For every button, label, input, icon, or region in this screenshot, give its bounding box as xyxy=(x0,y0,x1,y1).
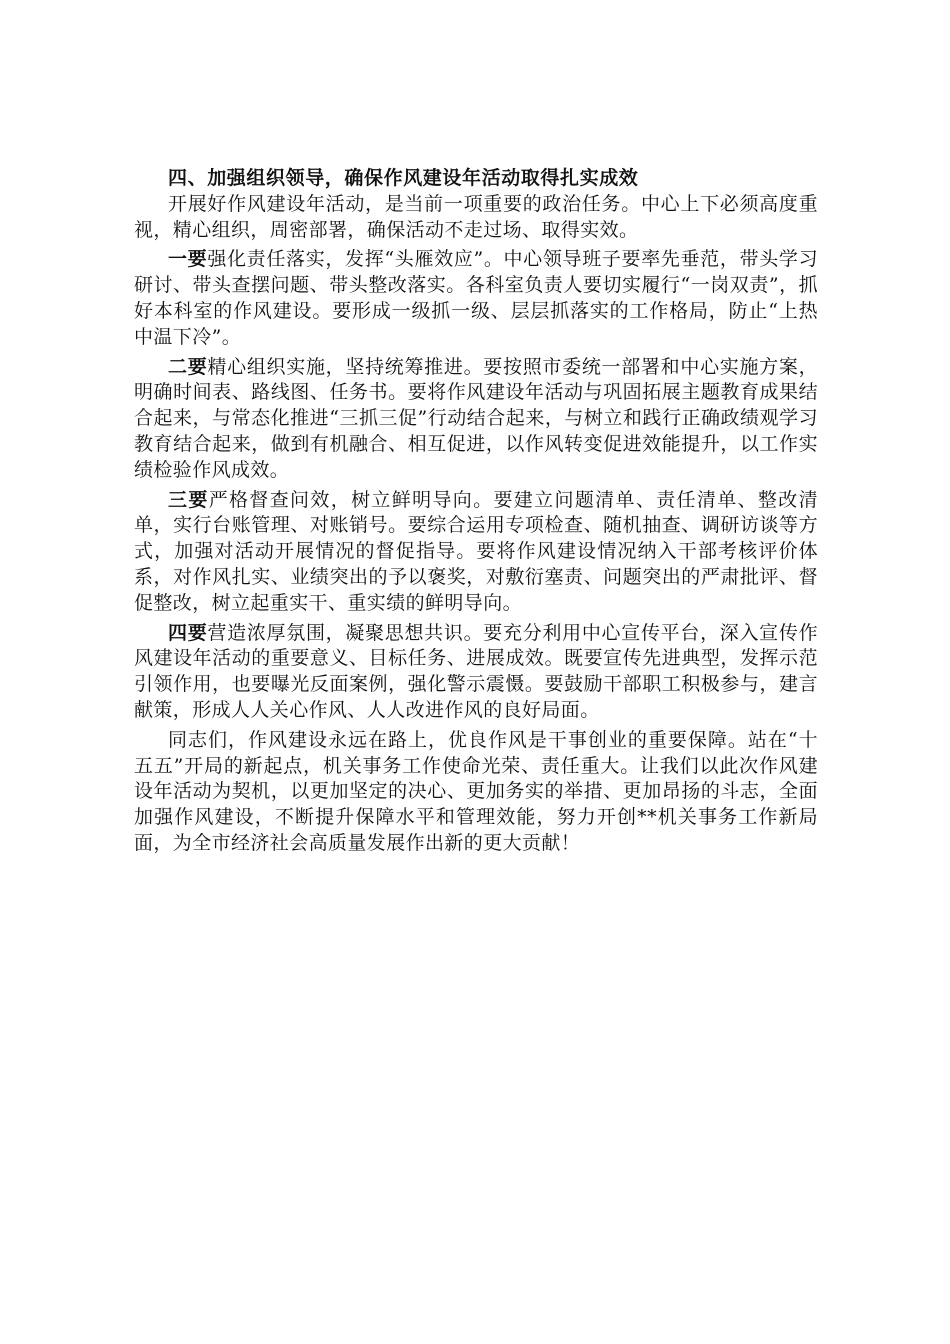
section-heading: 四、加强组织领导，确保作风建设年活动取得扎实成效 xyxy=(168,167,639,189)
item-paragraph-4 xyxy=(134,621,818,724)
item-text-1: 强化责任落实，发挥“头雁效应”。中心领导班子要率先垂范，带头学习研讨、带头查摆问题、带头整改落实。各科室负责人要切实履行“一岗双责”，抓好本科室的作风建设。要形成一级抓一级、层层抓落实的工作格局，防止“上热中温下冷”。 xyxy=(134,248,818,348)
closing-paragraph: 同志们，作风建设永远在路上，优良作风是干事创业的重要保障。站在“十五五”开局的新起点，机关事务工作使命光荣、责任重大。让我们以此次作风建设年活动为契机，以更加坚定的决心、更加务实的举措、更加昂扬的斗志，全面加强作风建设，不断提升保障水平和管理效能，努力开创**机关事务工作新局面，为全市经济社会高质量发展作出新的更大贡献！ xyxy=(134,728,818,854)
item-paragraph-2 xyxy=(134,355,818,484)
item-lead-1: 一要 xyxy=(168,248,208,271)
item-text-3: 严格督查问效，树立鲜明导向。要建立问题清单、责任清单、整改清单，实行台账管理、对账销号。要综合运用专项检查、随机抽查、调研访谈等方式，加强对活动开展情况的督促指导。要将作风建设情况纳入干部考核评价体系，对作风扎实、业绩突出的予以褒奖，对敷衍塞责、问题突出的严肃批评、督促整改，树立起重实干、重实绩的鲜明导向。 xyxy=(134,488,818,614)
item-lead-2: 二要 xyxy=(168,355,208,378)
item-lead-3: 三要 xyxy=(168,488,209,511)
document-body xyxy=(134,166,818,857)
item-text-4: 营造浓厚氛围，凝聚思想共识。要充分利用中心宣传平台，深入宣传作风建设年活动的重要意义、目标任务、进展成效。既要宣传先进典型，发挥示范引领作用，也要曝光反面案例，强化警示震慑。要鼓励干部职工积极参与，建言献策，形成人人关心作风、人人改进作风的良好局面。 xyxy=(134,621,818,721)
item-text-2: 精心组织实施，坚持统筹推进。要按照市委统一部署和中心实施方案，明确时间表、路线图、任务书。要将作风建设年活动与巩固拓展主题教育成果结合起来，与常态化推进“三抓三促”行动结合起来，与树立和践行正确政绩观学习教育结合起来，做到有机融合、相互促进，以作风转变促进效能提升，以工作实绩检验作风成效。 xyxy=(134,355,818,481)
item-paragraph-3 xyxy=(134,488,818,617)
intro-paragraph: 开展好作风建设年活动，是当前一项重要的政治任务。中心上下必须高度重视，精心组织，周密部署，确保活动不走过场、取得实效。 xyxy=(134,192,818,241)
item-lead-4: 四要 xyxy=(168,621,208,644)
item-paragraph-1 xyxy=(134,247,818,350)
